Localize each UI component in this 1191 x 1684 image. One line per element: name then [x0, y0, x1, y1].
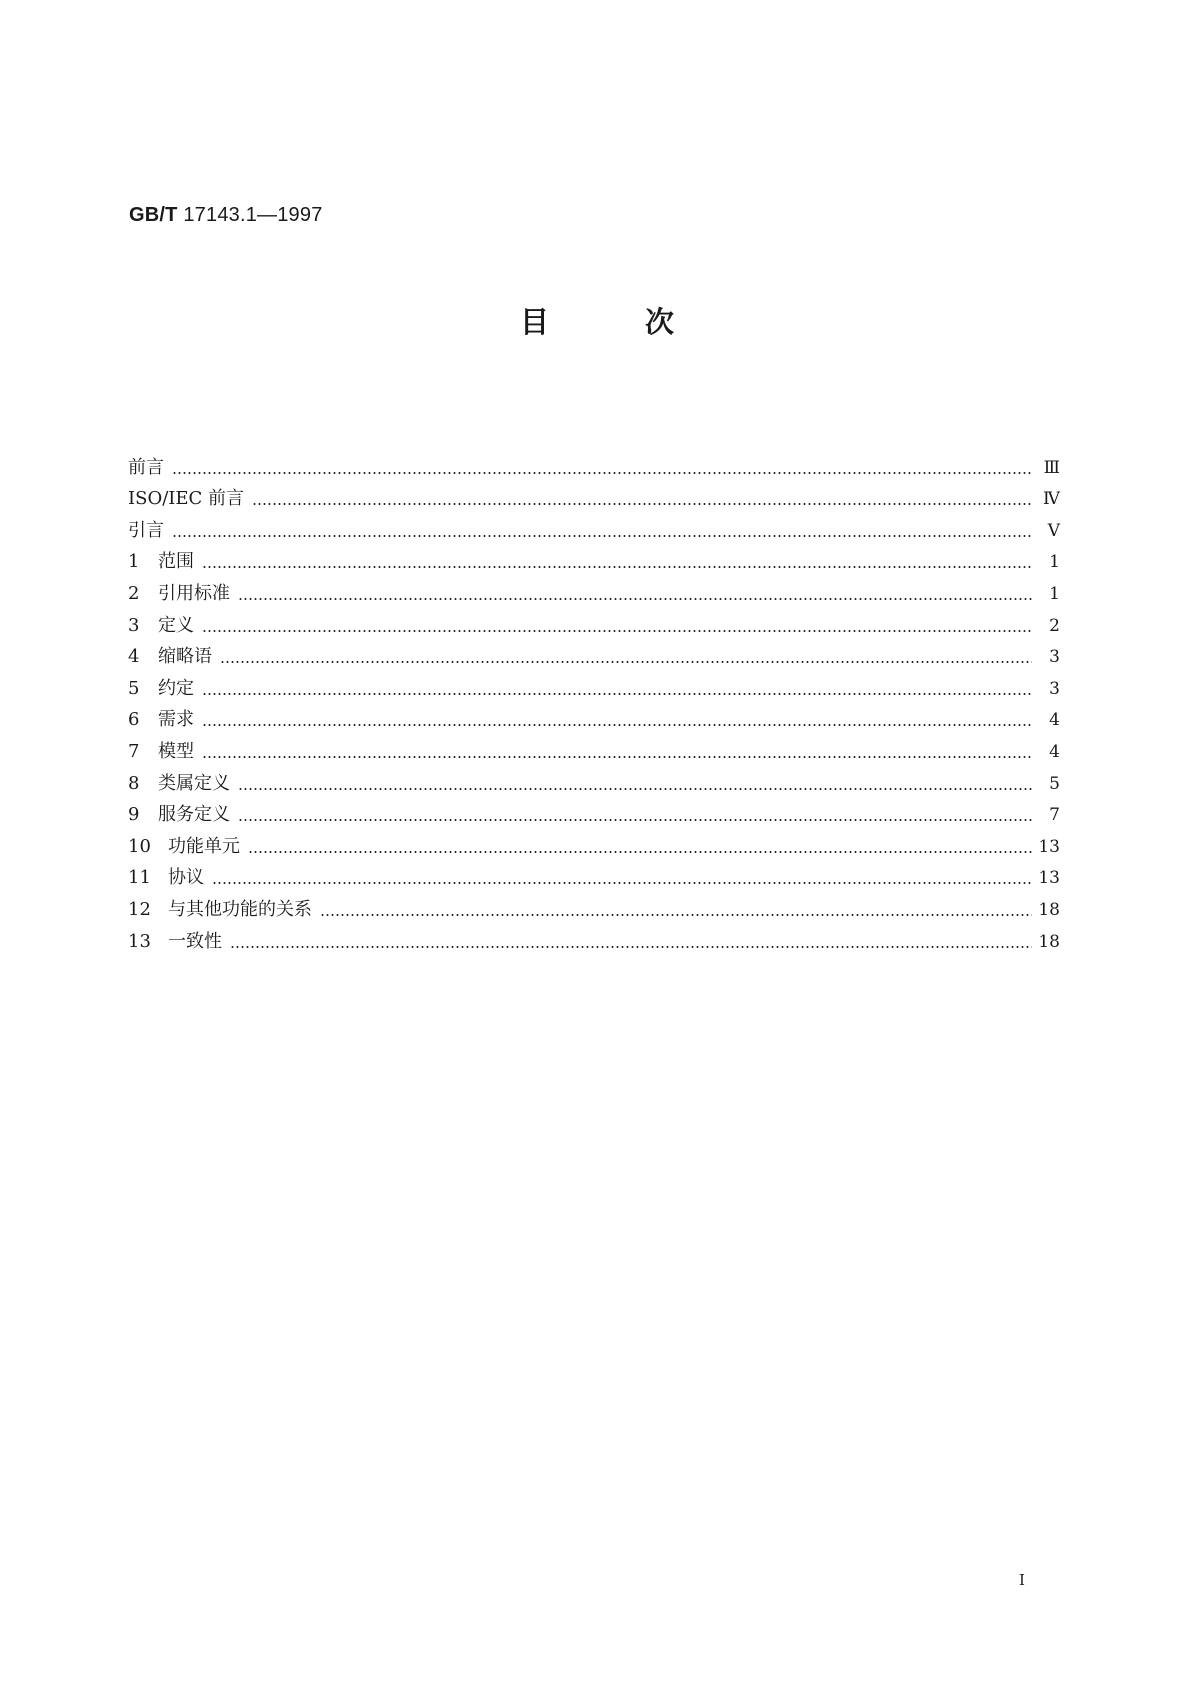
title-char-1: 目 [520, 305, 550, 339]
title-char-2: 次 [645, 305, 675, 339]
toc-leader-dots [202, 693, 1032, 695]
toc-entry-page: 5 [1049, 773, 1060, 794]
toc-leader-dots [172, 472, 1032, 474]
toc-leader-dots [202, 756, 1032, 758]
toc-leader-dots [202, 566, 1032, 568]
toc-entry-page: 13 [1038, 836, 1060, 857]
toc-entry-label: 一致性 [168, 930, 222, 952]
toc-entry-label: 服务定义 [158, 804, 230, 826]
toc-leader-dots [230, 946, 1032, 948]
standard-prefix: GB/T [129, 204, 178, 226]
toc-entry-number: 1 [128, 551, 140, 573]
toc-entry-number: 5 [128, 677, 140, 699]
toc-entry-number: 7 [128, 740, 140, 762]
toc-entry-number: 12 [128, 898, 151, 920]
toc-entry-label: 类属定义 [158, 772, 230, 794]
toc-entry-number: 3 [128, 614, 140, 636]
toc-entry-page: 2 [1049, 615, 1060, 636]
toc-entry-label: ISO/IEC 前言 [128, 488, 245, 510]
toc-entry-page: 18 [1038, 899, 1060, 920]
toc-leader-dots [202, 630, 1032, 632]
toc-entry-label: 缩略语 [158, 646, 212, 668]
toc-entry-3[interactable] [128, 605, 1060, 637]
toc-leader-dots [220, 661, 1032, 663]
toc-entry-9[interactable] [128, 795, 1060, 827]
toc-entry-number: 9 [128, 804, 140, 826]
toc-entry-label: 协议 [168, 867, 204, 889]
toc-entry-label: 与其他功能的关系 [168, 898, 312, 920]
toc-entry-number: 10 [128, 835, 151, 857]
toc-entry-page: 13 [1038, 868, 1060, 889]
toc-leader-dots [212, 882, 1032, 884]
toc-entry-label: 需求 [158, 709, 194, 731]
toc-entry-number: 2 [128, 582, 140, 604]
toc-entry-label: 范围 [158, 551, 194, 573]
toc-entry-page: Ⅳ [1043, 489, 1060, 510]
toc-entry-page: Ⅴ [1047, 520, 1060, 541]
toc-entry-11[interactable] [128, 858, 1060, 890]
toc-leader-dots [238, 788, 1032, 790]
toc-entry-label: 前言 [128, 456, 164, 478]
toc-entry-page: 18 [1038, 931, 1060, 952]
toc-leader-dots [202, 724, 1032, 726]
toc-entry-10[interactable] [128, 826, 1060, 858]
toc-entry-13[interactable] [128, 921, 1060, 953]
toc-leader-dots [238, 819, 1032, 821]
toc-leader-dots [238, 598, 1032, 600]
toc-entry-iso-iec-foreword[interactable] [128, 479, 1060, 511]
toc-entry-6[interactable] [128, 700, 1060, 732]
table-of-contents [128, 447, 1060, 953]
toc-entry-label: 模型 [158, 740, 194, 762]
toc-entry-label: 引言 [128, 519, 164, 541]
toc-entry-12[interactable] [128, 889, 1060, 921]
toc-leader-dots [320, 914, 1032, 916]
toc-entry-7[interactable] [128, 731, 1060, 763]
toc-entry-number: 11 [128, 867, 151, 889]
toc-entry-page: 1 [1049, 583, 1060, 604]
toc-leader-dots [252, 503, 1032, 505]
toc-entry-introduction[interactable] [128, 510, 1060, 542]
toc-entry-number: 13 [128, 930, 151, 952]
toc-entry-page: Ⅲ [1043, 457, 1060, 478]
toc-entry-label: 约定 [158, 677, 194, 699]
toc-entry-number: 6 [128, 709, 140, 731]
toc-entry-page: 1 [1049, 552, 1060, 573]
toc-entry-page: 4 [1049, 710, 1060, 731]
toc-entry-page: 3 [1049, 647, 1060, 668]
toc-entry-foreword[interactable] [128, 447, 1060, 479]
toc-entry-label: 引用标准 [158, 582, 230, 604]
toc-leader-dots [172, 535, 1032, 537]
toc-entry-1[interactable] [128, 542, 1060, 574]
toc-entry-page: 7 [1049, 805, 1060, 826]
standard-number: 17143.1—1997 [183, 204, 323, 226]
toc-entry-5[interactable] [128, 668, 1060, 700]
toc-entry-2[interactable] [128, 573, 1060, 605]
toc-entry-label: 功能单元 [168, 835, 240, 857]
page-number: I [1019, 1571, 1025, 1589]
standard-code [129, 204, 323, 227]
toc-entry-number: 4 [128, 646, 140, 668]
toc-entry-4[interactable] [128, 637, 1060, 669]
toc-leader-dots [248, 851, 1032, 853]
toc-entry-label: 定义 [158, 614, 194, 636]
toc-entry-number: 8 [128, 772, 140, 794]
toc-entry-8[interactable] [128, 763, 1060, 795]
toc-entry-page: 4 [1049, 741, 1060, 762]
toc-entry-page: 3 [1049, 678, 1060, 699]
